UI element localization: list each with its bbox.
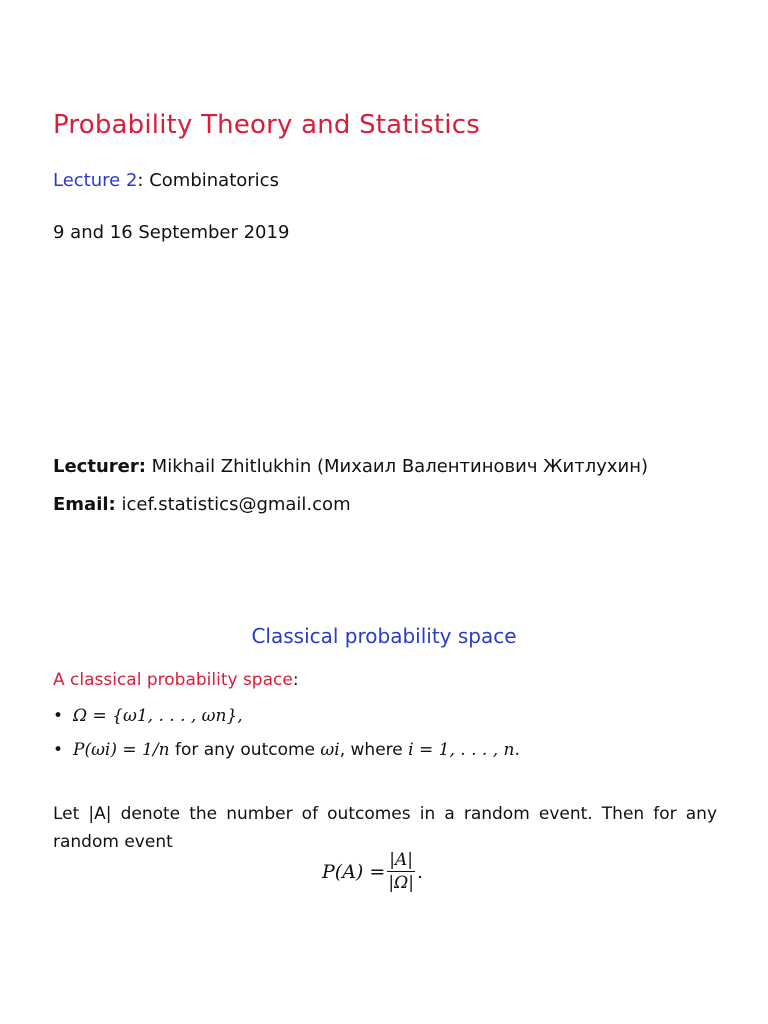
lecturer-label: Lecturer: (53, 456, 146, 477)
lecturer-name: Mikhail Zhitlukhin (Михаил Валентинович Житлухин) (151, 456, 649, 477)
lecturer-line (53, 456, 648, 477)
email-address: icef.statistics@gmail.com (121, 494, 351, 515)
definition-term: A classical probability space (53, 670, 293, 690)
definition-paragraph: Let |A| denote the number of outcomes in a random event. Then for any random event (53, 804, 717, 852)
frame-title: Classical probability space (251, 624, 517, 648)
definition-colon: : (292, 670, 299, 690)
formula-period: . (417, 860, 424, 883)
definition-label (53, 670, 299, 690)
email-label: Email: (53, 494, 116, 515)
bullet-math-lhs: P(ωi) = 1/n (73, 740, 170, 760)
bullet-math-mid: ωi (320, 740, 340, 760)
lecture-topic: Combinatorics (149, 170, 279, 191)
email-line (53, 494, 351, 515)
bullet-text: for any outcome (174, 740, 315, 760)
probability-formula (322, 850, 423, 893)
bullet-dot-icon: • (53, 706, 64, 726)
formula-lhs: P(A) = (322, 860, 386, 883)
slide-title: Probability Theory and Statistics (53, 110, 480, 140)
bullet-item (53, 740, 520, 760)
bullet-text-2: , where (339, 740, 403, 760)
formula-fraction (387, 850, 415, 893)
formula-numerator: |A| (389, 850, 414, 870)
bullet-math: Ω = {ω1, . . . , ωn}, (73, 706, 243, 726)
content-slide (0, 560, 768, 1024)
bullet-dot-icon: • (53, 740, 64, 760)
lecture-separator: : (137, 170, 144, 191)
lecture-date: 9 and 16 September 2019 (53, 222, 290, 243)
bullet-item (53, 706, 243, 726)
lecture-line (53, 170, 279, 191)
formula-denominator: |Ω| (388, 873, 414, 893)
lecture-number: Lecture 2 (53, 170, 138, 191)
bullet-math-rhs: i = 1, . . . , n. (408, 740, 520, 760)
